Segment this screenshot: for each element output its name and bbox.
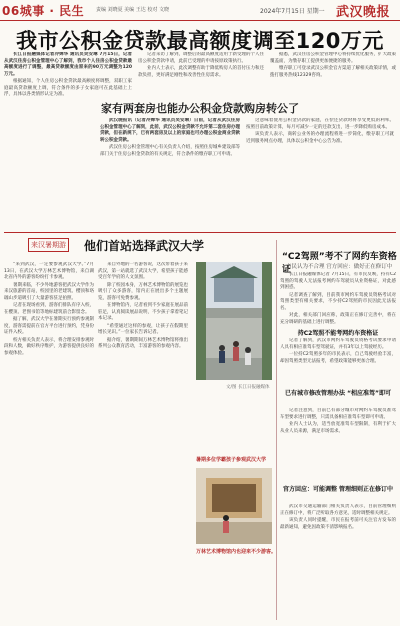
right-headline: “C2驾照”考不了网约车资格证 (282, 252, 397, 275)
photo-caption: 暑期多位学霸孩子参观武汉大学 (196, 457, 267, 463)
second-headline: 家有两套房也能办公积金贷款购房转公了 (101, 102, 299, 115)
feature-kicker: 来汉暑期游 (28, 238, 69, 252)
paragraph: 根据通知，个人住房公积金贷款最高额度将调整，双职工家庭最高贷款额度上调，符合条件的多子女家庭可在此基础上上浮，具体以各类情形认定为准。 (4, 79, 132, 96)
paragraph: 记者在现场看到，游客们排队有序入校，在樱顶、老图书馆等地标建筑前合影留念。 (4, 303, 94, 315)
photo-credit: 文/图 长江日报融媒体 (226, 385, 270, 390)
section-label: 06城事 · 民生 (2, 4, 85, 18)
masthead (0, 0, 400, 21)
paragraph: “希望通过这样的参观，让孩子在假期里增长见识。”一位家长告诉记者。 (98, 323, 188, 335)
issue-date: 2024年7月15日 星期一 (260, 8, 325, 15)
paragraph: 记者注意到，目前已有部分城市对网约车驾驶员准驾车型要求进行调整，只需具备相应准驾车型即可申请。 (280, 408, 396, 420)
right-col-c (280, 408, 396, 478)
right-section-head-1: 持C2驾照不能考网约车资格证 (297, 330, 379, 337)
editor-credits: 责编 刘晓夏 美编 王达 校对 文晓 (96, 7, 169, 13)
paragraph: 校方相关负责人表示，将合理安排参观时段和人数，做好秩序维护，为游客提供良好的参观体验。 (4, 337, 94, 356)
paragraph: 业内人士表示，此次调整有助于降低购房人的首付压力和还款负担，更好满足刚性和改善性住房需求。 (138, 66, 264, 78)
paragraph: 据介绍，暑期期间万林艺术博物馆将推出系列公众教育活动，丰富游客的参观内容。 (98, 337, 188, 349)
right-subheadline: 市民认为不合理 官方回应：做好正在修订中 (286, 264, 393, 270)
paragraph: 长江日报融媒体记者冷婵华 通讯员吴安琳 7月15日，记者从武汉住房公积金管理中心了解到，我市个人住房公积金贷款最高额度进行了调整，最高贷款额度由原来的90万元调整为120万元。 (4, 52, 132, 77)
photo-caption: 万林艺术博物馆内也迎来不少游客。 (196, 549, 277, 555)
campus-scene-image (196, 262, 272, 380)
right-section-head-3: 官方回应：可能调整 管理细则正在修订中 (282, 486, 394, 493)
museum-scene-image (196, 468, 272, 544)
paragraph: “来到武汉，一定要参观武汉大学。”7月13日，在武汉大学万林艺术博物馆，来自湖北省内外的游客纷纷打卡参观。 (4, 262, 94, 280)
paragraph: 在博物馆内，记者看到不少家庭在展品前驻足，认真阅读展品说明，不少孩子拿着笔记本记录。 (98, 303, 188, 321)
right-section-head-2: 已有城市修改管理办法 “相应准驾”即可 (285, 390, 391, 397)
right-col-d (280, 504, 396, 622)
paragraph: 该负责人表示，商转公业务的办理流程将进一步简化，缴存职工可就近到服务网点办理，具体以公积金中心公告为准。 (246, 132, 394, 144)
section-divider (4, 232, 396, 233)
right-col-a (280, 272, 396, 324)
lead-article-col-3 (270, 52, 396, 96)
column-divider (276, 240, 277, 620)
paragraph: 长江日报融媒体记者 7月15日，有市民反映，持有C2驾照的驾驶人无法报考网约车驾驶员从业资格证，对此感到困惑。 (280, 272, 396, 290)
sub-article-col-1 (100, 118, 240, 228)
paragraph: 暑期来临，不少外地游客把武汉大学作为来汉旅游的首站，校园里的老建筑、樱顶和珞珈山步道吸引了大量游客驻足拍照。 (4, 282, 94, 301)
paragraph: 缴存职工可登录武汉公积金官方渠道了解相关政策详情，或拨打服务热线12329咨询。 (270, 66, 396, 78)
paragraph: 来自外地的一名游客说，这次带着孩子来武汉，第一站就选了武汉大学，希望孩子能感受百年学府的人文氛围。 (98, 262, 188, 280)
main-headline: 我市公积金贷款最高额度调至120万元 (16, 29, 384, 53)
paragraph: 这意味着使用公积金贷款的家庭，在偿还贷款时将享受更低的利率。按照目前政策计算，每月可减少一定的还款支出，进一步降低购房成本。 (246, 118, 394, 130)
paragraph: 该负责人同时提醒，市民在报考前可关注官方发布的最新通知，避免因政策不清影响报名。 (280, 518, 396, 530)
paragraph: 除了校园本身，万林艺术博物馆的展览也吸引了众多游客，馆内正在展出多个主题展览，游客可免费参观。 (98, 282, 188, 301)
paragraph: 一位持C2驾照多年的市民表示，自己驾驶经验丰富，却因驾照类型无法报考，希望政策能够更加合理。 (280, 352, 396, 364)
lead-article-col-1 (4, 52, 132, 96)
paragraph: 据悉，武汉住房公积金管理中心将持续优化服务，扩大政策覆盖面，为缴存职工提供更加便捷的服务。 (270, 52, 396, 64)
paragraph: 武汉住房公积金管理中心有关负责人介绍，按照住房城乡建设部等部门关于住房公积金贷款的有关规定，符合条件的缴存职工可申请。 (100, 145, 240, 157)
paragraph: 业内人士认为，适当放宽准驾车型限制，有利于扩大从业人员来源，满足市场需求。 (280, 422, 396, 434)
paragraph: 据了解，武汉大学在暑期实行预约参观制度，游客需提前在官方平台进行预约，凭身份证件入校。 (4, 317, 94, 335)
sub-article-col-2 (246, 118, 394, 228)
paragraph: 记者采访了解到，调整后的最高额度适用于新受理的个人住房公积金贷款申请，此前已受理的申请按原政策执行。 (138, 52, 264, 64)
paragraph: 武汉市交通运输部门相关负责人表示，目前管理细则正在修订中，将广泛听取各方意见，适时调整相关规定。 (280, 504, 396, 516)
museum-photo (196, 468, 272, 544)
paragraph: 对此，相关部门回应称，政策正在修订完善中，将在充分调研的基础上进行调整。 (280, 313, 396, 324)
campus-photo (196, 262, 272, 380)
feature-headline: 他们首站选择武汉大学 (84, 239, 205, 253)
lead-article-col-2 (138, 52, 264, 96)
paragraph: 武汉晚报讯（记者冷婵华 通讯员吴安琳）日前，记者从武汉住房公积金管理中心了解到，此前，武汉公积金贷款不允许第二套住房办理贷款，但在新规下，已有两套房及以上的家庭也可办理公积金商业贷款转公积金贷款。 (100, 118, 240, 143)
paragraph: 记者了解到，武汉市网约车驾驶员资格考试要求申请人具有相应准驾车型驾驶证，并有3年以上驾驶经历。 (280, 338, 396, 350)
feature-col-2 (98, 262, 188, 622)
feature-col-1 (4, 262, 94, 622)
right-col-b (280, 338, 396, 384)
newspaper-logo: 武汉晚报 (336, 5, 391, 20)
paragraph: 记者调查了解到，目前我市网约车驾驶员资格考试对驾照类型有相关要求，不少持C2驾照的市民因此无法报名。 (280, 292, 396, 311)
